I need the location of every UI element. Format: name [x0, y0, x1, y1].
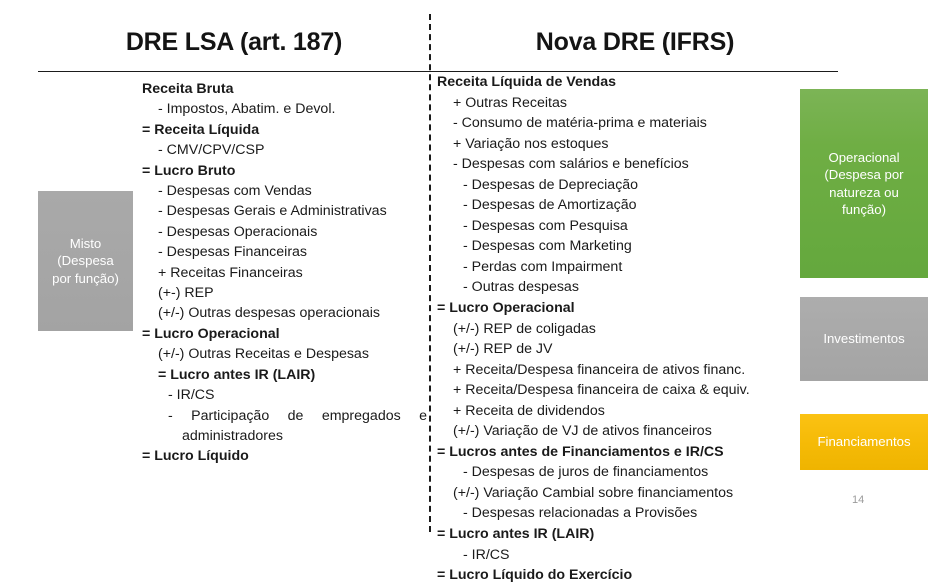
statement-line: - Despesas relacionadas a Provisões: [463, 505, 698, 522]
statement-line: - Outras despesas: [463, 279, 579, 296]
statement-line: (+/-) Outras Receitas e Despesas: [158, 346, 369, 363]
statement-line: - CMV/CPV/CSP: [158, 142, 265, 159]
callout-investimentos: [800, 297, 928, 381]
statement-line: - Despesas com Vendas: [158, 183, 312, 200]
callout-label: Misto (Despesa por função): [52, 235, 119, 286]
page-number: 14: [852, 494, 865, 506]
statement-line: - Despesas de Amortização: [463, 197, 637, 214]
statement-line: (+/-) Variação Cambial sobre financiamentos: [453, 484, 734, 501]
statement-line: (+-) REP: [158, 285, 214, 302]
statement-line: Receita Bruta: [142, 81, 234, 97]
nova-dre-ifrs-list: [437, 72, 792, 586]
statement-line: - Despesas de Depreciação: [463, 176, 639, 193]
callout-label: Investimentos: [823, 331, 905, 347]
statement-line: = Lucro Líquido: [142, 448, 249, 465]
callout-financiamentos: [800, 414, 928, 470]
statement-line: + Receita/Despesa financeira de caixa & equiv.: [453, 382, 750, 399]
statement-line: - Despesas de juros de financiamentos: [463, 464, 709, 481]
statement-line: - Despesas com salários e benefícios: [453, 156, 689, 173]
statement-line: Receita Líquida de Vendas: [437, 74, 616, 90]
statement-line: = Lucro antes IR (LAIR): [437, 526, 595, 543]
statement-line: + Receitas Financeiras: [158, 264, 303, 281]
callout-operacional: [800, 89, 928, 278]
statement-line: + Outras Receitas: [453, 94, 567, 111]
statement-line: + Receita de dividendos: [453, 402, 605, 419]
statement-line: (+/-) REP de coligadas: [453, 320, 596, 337]
statement-line: - Despesas Financeiras: [158, 244, 308, 261]
statement-line: = Lucro Líquido do Exercício: [437, 567, 633, 584]
statement-line: - Despesas com Marketing: [463, 238, 632, 255]
column-title-right: Nova DRE (IFRS): [535, 28, 735, 56]
column-title-left: DRE LSA (art. 187): [125, 28, 343, 56]
callout-misto: [38, 191, 133, 331]
statement-line: (+/-) Variação de VJ de ativos financeiros: [453, 423, 712, 440]
statement-line: = Lucros antes de Financiamentos e IR/CS: [437, 443, 724, 460]
statement-line: (+/-) REP de JV: [453, 341, 553, 358]
statement-line: - Despesas Gerais e Administrativas: [158, 203, 387, 220]
callout-label: Financiamentos: [817, 434, 911, 450]
statement-line: - Participação de empregados e administradores: [168, 407, 427, 444]
statement-line: = Lucro Operacional: [142, 325, 280, 342]
statement-line: - IR/CS: [463, 546, 510, 563]
statement-line: - Despesas com Pesquisa: [463, 217, 628, 234]
statement-line: = Lucro antes IR (LAIR): [158, 366, 316, 383]
statement-line: - Consumo de matéria-prima e materiais: [453, 115, 707, 132]
statement-line: + Receita/Despesa financeira de ativos financ.: [453, 361, 746, 378]
callout-label: Operacional (Despesa por natureza ou função): [824, 149, 904, 217]
statement-line: - Perdas com Impairment: [463, 258, 623, 275]
statement-line: - Impostos, Abatim. e Devol.: [158, 101, 336, 118]
statement-line: = Receita Líquida: [142, 121, 260, 138]
dre-lsa-list: [142, 79, 427, 467]
statement-line: (+/-) Outras despesas operacionais: [158, 305, 380, 322]
statement-line: = Lucro Bruto: [142, 162, 236, 179]
statement-line: + Variação nos estoques: [453, 135, 609, 152]
statement-line: = Lucro Operacional: [437, 300, 575, 317]
statement-line: - Despesas Operacionais: [158, 223, 318, 240]
column-divider-dashed: [429, 14, 431, 532]
statement-line: - IR/CS: [168, 387, 215, 404]
